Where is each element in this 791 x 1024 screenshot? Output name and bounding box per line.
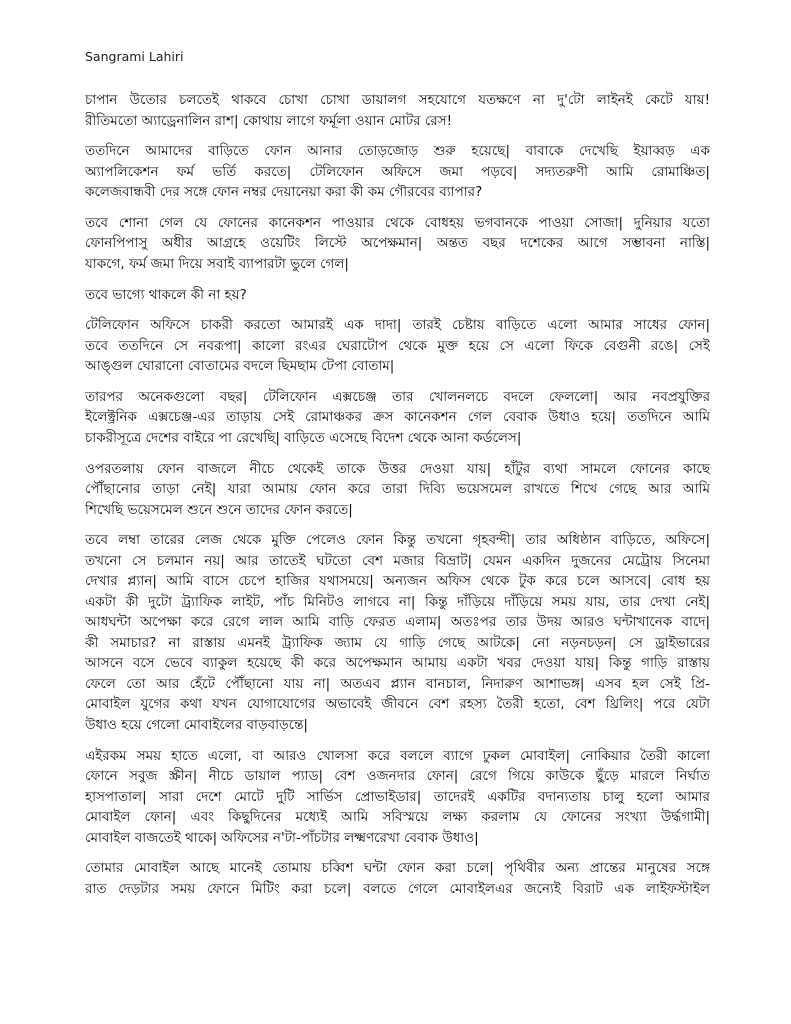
text-line: কী সমাচার? না রাস্তায় এমনই ট্র্যাফিক জ্যাম যে গাড়ি গেছে আটকে| নো নড়নচড়ন| সে ড্রাইভারের bbox=[85, 634, 710, 651]
text-line: তবে শোনা গেল যে ফোনের কানেকশন পাওয়ার থেকে বোধহয় ভগবানকে পাওয়া সোজা| দুনিয়ার যতো bbox=[85, 214, 710, 231]
text-line: ওপরতলায় ফোন বাজলে নীচে থেকেই তাকে উত্তর দেওয়া যায়| হাঁটুর ব্যথা সামলে ফোনের কাছে bbox=[85, 460, 710, 477]
text-line: ততদিনে আমাদের বাড়িতে ফোন আনার তোড়জোড় শুরু হয়েছে| বাবাকে দেখেছি ইয়াব্বড় এক bbox=[85, 143, 710, 160]
text-line: আঙ্গুল ঘোরানো বোতামের বদলে ছিমছাম টেপা বোতাম| bbox=[85, 358, 395, 375]
text-line: ফোনপিপাসু অধীর আগ্রহে ওয়েটিং লিস্টে অপেক্ষমান| অন্তত বছর দশেকের আগে সম্ভাবনা নাস্তি| bbox=[85, 235, 710, 252]
text-line: টেলিফোন অফিসে চাকরী করতো আমারই এক দাদা| তারই চেষ্টায় বাড়িতে এলো আমার সাধের ফোন| bbox=[85, 317, 710, 334]
text-line: শিখেছি ভয়েসমেল শুনে শুনে তাদের ফোন করতে| bbox=[85, 501, 353, 518]
paragraph bbox=[85, 141, 710, 203]
paragraph bbox=[85, 459, 710, 521]
text-line: পৌঁছানোর তাড়া নেই| যারা আমায় ফোন করে তারা দিব্যি ভয়েসমেল রাখতে শিখে গেছে আর আমি bbox=[85, 481, 710, 498]
text-line: মোবাইল যুগের কথা যখন যোগাযোগের অভাবেই জীবনে বেশ রহস্য তৈরী হতো, বেশ থ্রিলিং| পরে যেটা bbox=[85, 696, 710, 713]
paragraph bbox=[85, 387, 710, 449]
paragraph bbox=[85, 315, 710, 377]
text-line: রাত দেড়টার সময় ফোনে মিটিং করা চলে| বলতে গেলে মোবাইলএর জন্যেই বিরাট এক লাইফস্টাইল bbox=[85, 880, 710, 897]
paragraph bbox=[85, 530, 710, 735]
document-body bbox=[85, 90, 710, 909]
text-line: ফোনে সবুজ স্ক্রীন| নীচে ডায়াল প্যাড| বেশ ওজনদার ফোন| রেগে গিয়ে কাউকে ছুঁড়ে মারলে নির্ঘাত bbox=[85, 768, 710, 784]
text-line: আধঘন্টা অপেক্ষা করে রেগে লাল আমি বাড়ি ফেরত এলাম| অতঃপর তার উদয় আরও ঘন্টাখানেক বাদে| bbox=[85, 614, 710, 631]
text-line: তারপর অনেকগুলো বছর| টেলিফোন এক্সচেঞ্জ তার খোলনলচে বদলে ফেললো| আর নবপ্রযুক্তির bbox=[85, 388, 710, 405]
text-line: তবে ভাগ্যে থাকলে কী না হয়? bbox=[85, 286, 247, 303]
text-line: যাকগে, ফর্ম জমা দিয়ে সবাই ব্যাপারটা ভুলে গেল| bbox=[85, 255, 349, 272]
text-line: একটা কী দুটো ট্র্যাফিক লাইট, পাঁচ মিনিটও লাগবে না| কিন্তু দাঁড়িয়ে দাঁড়িয়ে সময় যায়, তার দেখা নেই| bbox=[85, 593, 710, 610]
text-line: অ্যাপলিকেশন ফর্ম ভর্তি করতে| টেলিফোন অফিসে জমা পড়বে| সদ্যতরুণী আমি রোমাঞ্চিত| bbox=[85, 163, 710, 180]
text-line: দেখার প্ল্যান| আমি বাসে চেপে হাজির যথাসময়ে| অন্যজন অফিস থেকে টুক করে চলে আসবে| বোধ হয় bbox=[85, 573, 710, 590]
paragraph bbox=[85, 90, 710, 131]
text-line: তবে ততদিনে সে নবরূপা| কালো রংএর ঘেরাটোপ থেকে মুক্ত হয়ে সে এলো ফিকে বেগুনী রঙে| সেই bbox=[85, 337, 710, 354]
text-line: আসনে বসে ভেবে ব্যাকুল হয়েছে কী করে অপেক্ষমান আমায় একটা খবর দেওয়া যায়| কিন্তু গাড়ি রাস্তায় bbox=[85, 655, 710, 672]
text-line: উধাও হয়ে গেলো মোবাইলের বাড়বাড়ন্তে| bbox=[85, 716, 308, 733]
paragraph bbox=[85, 213, 710, 275]
text-line: তখনো সে চলমান নয়| আর তাতেই ঘটতো বেশ মজার বিভ্রাট| যেমন একদিন দুজনের মেট্রোয় সিনেমা bbox=[85, 552, 710, 569]
paragraph bbox=[85, 746, 710, 849]
text-line: মোবাইল ফোন| এবং কিছুদিনের মধ্যেই আমি সবিস্ময়ে লক্ষ্য করলাম যে ফোনের সংখ্যা উর্দ্ধগামী| bbox=[85, 809, 710, 825]
author-header: Sangrami Lahiri bbox=[85, 49, 184, 64]
text-line: এইরকম সময় হাতে এলো, বা আরও খোলসা করে বললে ব্যাগে ঢুকল মোবাইল| নোকিয়ার তৈরী কালো bbox=[85, 747, 710, 764]
paragraph bbox=[85, 858, 710, 899]
paragraph bbox=[85, 285, 710, 306]
text-line: তবে লম্বা তারের লেজ থেকে মুক্তি পেলেও ফোন কিন্তু তখনো গৃহবন্দী| তার অধিষ্ঠান বাড়িতে, অফিসে| bbox=[85, 532, 710, 549]
text-line: রীতিমতো অ্যাড্রেনালিন রাশ| কোথায় লাগে ফর্মূলা ওয়ান মোটর রেস! bbox=[85, 112, 453, 129]
text-line: মোবাইল বাজতেই থাকে| অফিসের ন'টা-পাঁচটার লক্ষ্মণরেখা বেবাক উধাও| bbox=[85, 829, 479, 846]
text-line: হাসপাতাল| সারা দেশে মোটে দুটি সার্ভিস প্রোভাইডার| তাদেরই একটির বদান্যতায় চালু হলো আমার bbox=[85, 788, 710, 805]
text-line: চাপান উতোর চলতেই থাকবে চোখা চোখা ডায়ালগ সহযোগে যতক্ষণে না দু'টো লাইনই কেটে যায়! bbox=[85, 92, 710, 108]
text-line: ইলেক্ট্রনিক এক্সচেঞ্জ-এর তাড়ায় সেই রোমাঞ্চকর ক্রস কানেকশন গেল বেবাক উধাও হয়ে| ততদিনে আমি bbox=[85, 409, 710, 426]
text-line: কলেজবান্ধবী দের সঙ্গে ফোন নম্বর দেয়ানেয়া করা কী কম গৌরবের ব্যাপার? bbox=[85, 184, 483, 201]
text-line: ফেলে তো আর হেঁটে পৌঁছানো যায় না| অতএব প্ল্যান বানচাল, নিদারুণ আশাভঙ্গ| এসব হল সেই প্রি- bbox=[85, 675, 710, 692]
text-line: তোমার মোবাইল আছে মানেই তোমায় চব্বিশ ঘন্টা ফোন করা চলে| পৃথিবীর অন্য প্রান্তের মানুষের সঙ্গে bbox=[85, 860, 710, 877]
text-line: চাকরীসূত্রে দেশের বাইরে পা রেখেছি| বাড়িতে এসেছে বিদেশ থেকে আনা কর্ডলেস| bbox=[85, 429, 522, 446]
